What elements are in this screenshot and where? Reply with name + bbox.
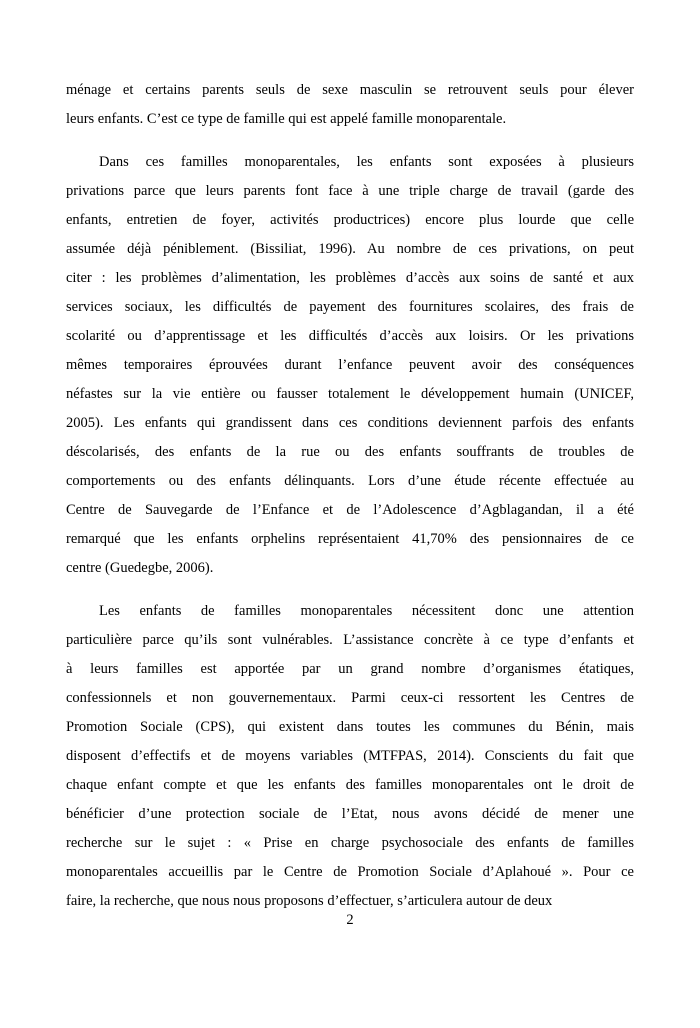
- text-line: Dans ces familles monoparentales, les enfants sont exposées à plusieurs: [99, 154, 634, 170]
- text-line: leurs enfants. C’est ce type de famille qui est appelé famille monoparentale.: [66, 111, 507, 127]
- text-line: Centre de Sauvegarde de l’Enfance et de l’Adolescence d’Agblagandan, il a été: [66, 502, 634, 518]
- text-line: Les enfants de familles monoparentales nécessitent donc une attention: [99, 603, 634, 619]
- text-line: Promotion Sociale (CPS), qui existent dans toutes les communes du Bénin, mais: [66, 719, 634, 735]
- text-line: confessionnels et non gouvernementaux. Parmi ceux-ci ressortent les Centres de: [66, 690, 634, 706]
- paragraph: [66, 148, 634, 583]
- text-line: déscolarisés, des enfants de la rue ou des enfants souffrants de troubles de: [66, 444, 634, 460]
- text-line: néfastes sur la vie entière ou fausser totalement le développement humain (UNICEF,: [66, 386, 634, 402]
- text-line: services sociaux, les difficultés de payement des fournitures scolaires, des frais de: [66, 299, 634, 315]
- text-line: ménage et certains parents seuls de sexe masculin se retrouvent seuls pour élever: [66, 82, 634, 98]
- text-line: faire, la recherche, que nous nous proposons d’effectuer, s’articulera autour de deux: [66, 893, 553, 909]
- paragraph: [66, 76, 634, 134]
- text-line: recherche sur le sujet : « Prise en charge psychosociale des enfants de familles: [66, 835, 634, 851]
- text-line: monoparentales accueillis par le Centre de Promotion Sociale d’Aplahoué ». Pour ce: [66, 864, 634, 880]
- text-line: mêmes temporaires éprouvées durant l’enfance peuvent avoir des conséquences: [66, 357, 634, 373]
- text-line: bénéficier d’une protection sociale de l’Etat, nous avons décidé de mener une: [66, 806, 634, 822]
- text-line: enfants, entretien de foyer, activités productrices) encore plus lourde que celle: [66, 212, 634, 228]
- text-line: particulière parce qu’ils sont vulnérables. L’assistance concrète à ce type d’enfants et: [66, 632, 634, 648]
- text-line: à leurs familles est apportée par un grand nombre d’organismes étatiques,: [66, 661, 634, 677]
- text-line: privations parce que leurs parents font face à une triple charge de travail (garde des: [66, 183, 634, 199]
- text-line: 2005). Les enfants qui grandissent dans ces conditions deviennent parfois des enfants: [66, 415, 634, 431]
- paragraph: [66, 597, 634, 916]
- text-line: remarqué que les enfants orphelins représentaient 41,70% des pensionnaires de ce: [66, 531, 634, 547]
- text-line: citer : les problèmes d’alimentation, les problèmes d’accès aux soins de santé et aux: [66, 270, 634, 286]
- text-line: centre (Guedegbe, 2006).: [66, 560, 214, 576]
- text-line: comportements ou des enfants délinquants. Lors d’une étude récente effectuée au: [66, 473, 634, 489]
- text-block: [66, 76, 634, 916]
- text-line: chaque enfant compte et que les enfants des familles monoparentales ont le droit de: [66, 777, 634, 793]
- text-line: scolarité ou d’apprentissage et les difficultés d’accès aux loisirs. Or les privations: [66, 328, 634, 344]
- text-line: assumée déjà péniblement. (Bissiliat, 1996). Au nombre de ces privations, on peut: [66, 241, 634, 257]
- page-number: 2: [346, 912, 354, 928]
- text-line: disposent d’effectifs et de moyens variables (MTFPAS, 2014). Conscients du fait que: [66, 748, 634, 764]
